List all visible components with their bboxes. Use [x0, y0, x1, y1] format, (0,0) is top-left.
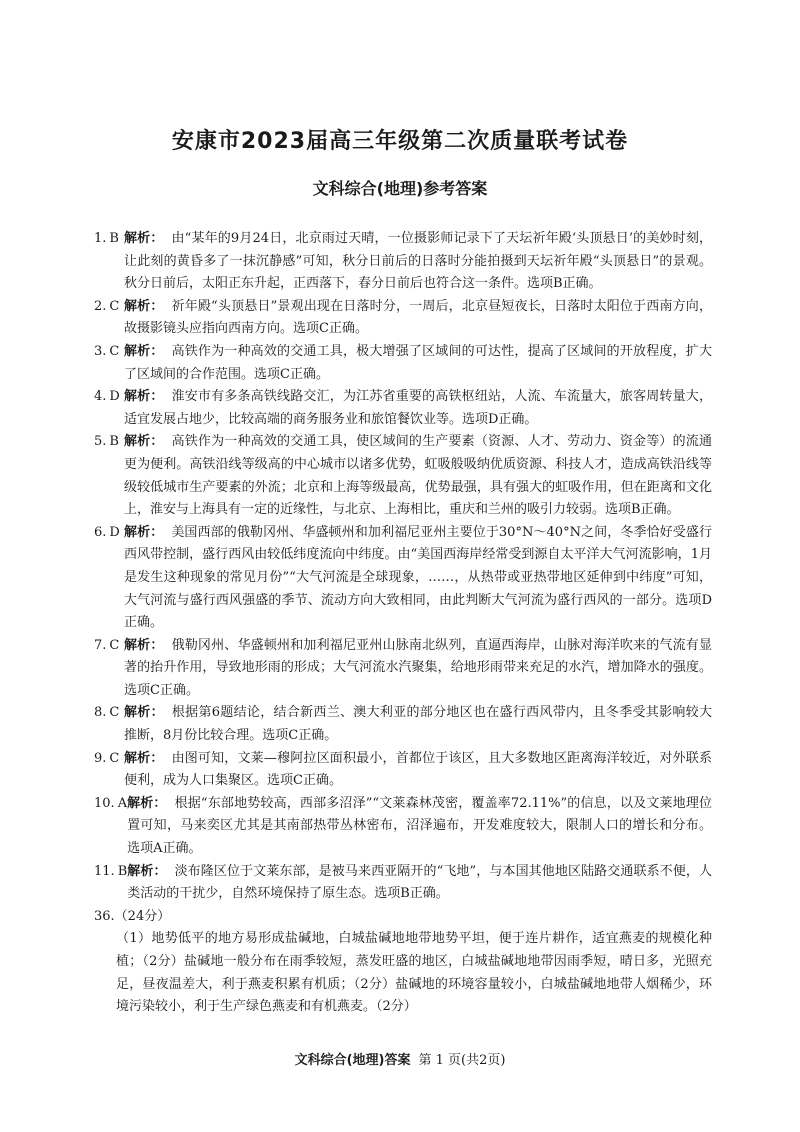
question-index: 4.: [94, 389, 107, 405]
explanation-text: 根据“东部地势较高，西部多沼泽”“文莱森林茂密，覆盖率72.11%”的信息，以及文莱地理位置可知，马来奕区尤其是其南部热带丛林密布，沼泽遍布，开发难度较大，限制人口的增长和分布。选项A正确。: [127, 795, 712, 857]
question-explanation: [124, 296, 712, 341]
question-index: 9.: [94, 750, 107, 766]
analysis-label: 解析：: [124, 434, 164, 450]
question-index: 8.: [94, 705, 107, 721]
explanation-text: 祈年殿“头顶悬日”景观出现在日落时分，一周后，北京昼短夜长，日落时太阳位于西南方向，故摄影镜头应指向西南方向。选项C正确。: [124, 298, 712, 337]
explanation-text: 美国西部的俄勒冈州、华盛顿州和加利福尼亚州主要位于30°N～40°N之间，冬季恰好受盛行西风带控制，盛行西风由较低纬度流向中纬度。由“美国西海岸经常受到源自太平洋大气河流影响，1月是发生这种现象的常见月份”“大气河流是全球现象，……，从热带或亚热带地区延伸到中纬度”可知，大气河流与盛行西风强盛的季节、流动方向大致相同，由此判断大气河流为盛行西风的一部分。选项D正确。: [124, 524, 712, 631]
question-number: [94, 522, 124, 635]
question-item: [94, 296, 712, 341]
question-index: 6.: [94, 524, 107, 540]
footer-label: 文科综合(地理)答案: [294, 1053, 411, 1068]
question-explanation: [124, 702, 712, 747]
analysis-label: 解析：: [124, 389, 164, 405]
question-36: [94, 906, 712, 1019]
question-item: [94, 228, 712, 296]
question-explanation: [127, 793, 712, 861]
explanation-text: 由“某年的9月24日，北京雨过天晴，一位摄影师记录下了天坛祈年殿‘头顶悬日’的美妙时刻，让此刻的黄昏多了一抹沉静感”可知，秋分日前后的日落时分能拍摄到天坛祈年殿“头顶悬日”的景观。秋分日前后，太阳正东升起，正西落下，春分日前后也符合这一条件。选项B正确。: [124, 231, 712, 292]
question-number: [94, 296, 124, 341]
question-number: [94, 431, 124, 521]
question-number: [94, 228, 124, 296]
question-explanation: [124, 748, 712, 793]
explanation-text: 淮安市有多条高铁线路交汇，为江苏省重要的高铁枢纽站，人流、车流量大，旅客周转量大，适宜发展占地少，比较高端的商务服务业和旅馆餐饮业等。选项D正确。: [124, 389, 712, 427]
page-footer: [0, 1049, 800, 1068]
analysis-label: 解析：: [124, 298, 164, 314]
question-index: 3.: [94, 343, 107, 359]
question-number: [94, 793, 127, 861]
question-index: 5.: [94, 434, 107, 450]
footer-page-number: 第 1 页(共2页): [418, 1053, 506, 1068]
question-answer: B: [109, 231, 119, 246]
question-index: 2.: [94, 298, 107, 314]
analysis-label: 解析：: [124, 705, 164, 721]
question-item: [94, 861, 712, 906]
question-number: [94, 635, 124, 703]
question-explanation: [124, 386, 712, 431]
question-index: 11.: [94, 863, 115, 879]
question-answer: B: [117, 863, 128, 879]
question-item: [94, 386, 712, 431]
question-36-text: （1）地势低平的地方易形成盐碱地，白城盐碱地地带地势平坦，便于连片耕作，适宜燕麦的规模化种植；（2分）盐碱地一般分布在雨季较短，蒸发旺盛的地区，白城盐碱地地带因雨季短，晴日多，光照充足，昼夜温差大，利于燕麦积累有机质；（2分）盐碱地的环境容量较小，白城盐碱地地带人烟稀少，环境污染较小，利于生产绿色燕麦和有机燕麦。（2分）: [116, 931, 712, 1015]
question-number: [94, 861, 127, 906]
analysis-label: 解析：: [127, 795, 167, 811]
explanation-text: 根据第6题结论，结合新西兰、澳大利亚的部分地区也在盛行西风带内，且冬季受其影响较大推断，8月份比较合理。选项C正确。: [124, 705, 712, 744]
question-answer: C: [109, 750, 120, 766]
explanation-text: 由图可知，文莱—穆阿拉区面积最小，首都位于该区，且大多数地区距离海洋较近，对外联系便利，成为人口集聚区。选项C正确。: [124, 750, 712, 789]
question-item: [94, 702, 712, 747]
question-explanation: [124, 522, 712, 635]
explanation-text: 高铁作为一种高效的交通工具，使区域间的生产要素（资源、人才、劳动力、资金等）的流通更为便利。高铁沿线等级高的中心城市以诸多优势，虹吸般吸纳优质资源、科技人才，造成高铁沿线等级较低城市生产要素的外流；北京和上海等级最高，优势最强，具有强大的虹吸作用，但在距离和文化上，淮安与上海具有一定的近缘性，与北京、上海相比，重庆和兰州的吸引力较弱。选项B正确。: [124, 434, 712, 518]
question-answer: C: [109, 637, 120, 653]
question-answer: D: [109, 389, 120, 405]
question-item: [94, 341, 712, 386]
analysis-label: 解析：: [124, 343, 164, 359]
answer-body: [94, 228, 712, 1019]
analysis-label: 解析：: [124, 637, 164, 653]
page-subtitle: 文科综合(地理)参考答案: [312, 179, 488, 198]
explanation-text: 淡布隆区位于文莱东部，是被马来西亚隔开的“飞地”，与本国其他地区陆路交通联系不便，人类活动的干扰少，自然环境保持了原生态。选项B正确。: [127, 863, 712, 902]
question-answer: C: [109, 705, 120, 721]
analysis-label: 解析：: [124, 524, 164, 540]
explanation-text: 俄勒冈州、华盛顿州和加利福尼亚州山脉南北纵列，直逼西海岸，山脉对海洋吹来的气流有显著的抬升作用，导致地形雨的形成；大气河流水汽聚集，给地形雨带来充足的水汽，增加降水的强度。选项C正确。: [124, 637, 712, 698]
question-answer: C: [109, 343, 120, 359]
question-explanation: [127, 861, 712, 906]
question-list: [94, 228, 712, 906]
question-answer: B: [109, 434, 119, 450]
question-explanation: [124, 431, 712, 521]
question-item: [94, 522, 712, 635]
analysis-label: 解析：: [127, 863, 167, 879]
question-index: 1.: [94, 231, 107, 246]
question-item: [94, 748, 712, 793]
analysis-label: 解析：: [124, 750, 164, 766]
page-title: 安康市2023届高三年级第二次质量联考试卷: [171, 129, 629, 154]
question-item: [94, 431, 712, 521]
question-explanation: [124, 341, 712, 386]
question-answer: D: [109, 524, 120, 540]
question-index: 10.: [94, 795, 115, 811]
question-number: [94, 386, 124, 431]
question-explanation: [124, 228, 712, 296]
question-explanation: [124, 635, 712, 703]
question-number: [94, 702, 124, 747]
question-index: 7.: [94, 637, 107, 653]
question-answer: A: [117, 795, 128, 811]
question-answer: C: [109, 298, 120, 314]
explanation-text: 高铁作为一种高效的交通工具，极大增强了区域间的可达性，提高了区域间的开放程度，扩大了区域间的合作范围。选项C正确。: [124, 343, 712, 382]
question-item: [94, 793, 712, 861]
question-36-header: 36.（24分）: [94, 908, 171, 924]
question-number: [94, 748, 124, 793]
question-item: [94, 635, 712, 703]
analysis-label: 解析：: [124, 231, 164, 246]
question-number: [94, 341, 124, 386]
